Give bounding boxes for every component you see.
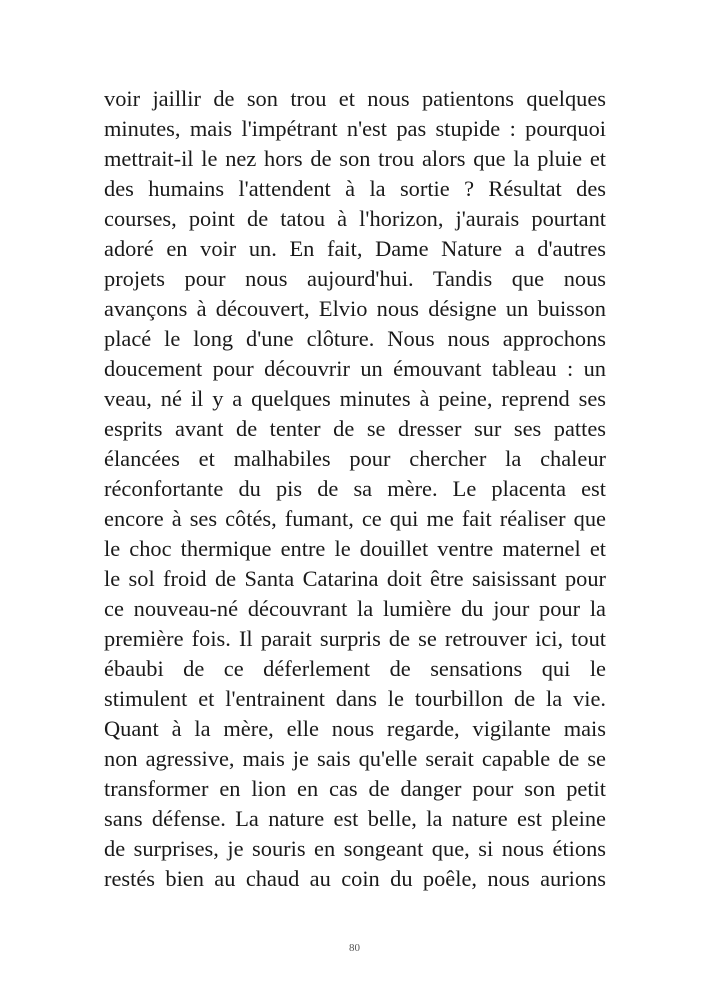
text-line: minutes, mais l'impétrant n'est pas stupide : pourquoi	[104, 116, 606, 141]
page-number: 80	[349, 942, 360, 954]
text-line: le sol froid de Santa Catarina doit être saisissant pour	[104, 566, 606, 591]
text-line: adoré en voir un. En fait, Dame Nature a d'autres	[104, 236, 606, 261]
text-line: placé le long d'une clôture. Nous nous approchons	[104, 326, 606, 351]
text-line: réconfortante du pis de sa mère. Le placenta est	[104, 476, 606, 501]
text-line: le choc thermique entre le douillet ventre maternel et	[104, 536, 606, 561]
text-line: avançons à découvert, Elvio nous désigne un buisson	[104, 296, 606, 321]
text-line: Quant à la mère, elle nous regarde, vigilante mais	[104, 716, 606, 741]
text-line: ébaubi de ce déferlement de sensations qui le	[104, 656, 606, 681]
text-line: sans défense. La nature est belle, la nature est pleine	[104, 806, 606, 831]
text-line: encore à ses côtés, fumant, ce qui me fait réaliser que	[104, 506, 606, 531]
text-line: des humains l'attendent à la sortie ? Résultat des	[104, 176, 606, 201]
text-line: courses, point de tatou à l'horizon, j'aurais pourtant	[104, 206, 606, 231]
text-line: veau, né il y a quelques minutes à peine, reprend ses	[104, 386, 606, 411]
text-line: de surprises, je souris en songeant que, si nous étions	[104, 836, 606, 861]
text-line: première fois. Il parait surpris de se retrouver ici, tout	[104, 626, 606, 651]
body-text	[104, 84, 606, 894]
text-line: élancées et malhabiles pour chercher la chaleur	[104, 446, 606, 471]
text-line: stimulent et l'entrainent dans le tourbillon de la vie.	[104, 686, 606, 711]
text-line: restés bien au chaud au coin du poêle, nous aurions	[104, 866, 606, 891]
text-line: voir jaillir de son trou et nous patientons quelques	[104, 86, 606, 111]
text-line: mettrait-il le nez hors de son trou alors que la pluie et	[104, 146, 606, 171]
text-line: projets pour nous aujourd'hui. Tandis que nous	[104, 266, 606, 291]
text-line: doucement pour découvrir un émouvant tableau : un	[104, 356, 606, 381]
text-line: esprits avant de tenter de se dresser sur ses pattes	[104, 416, 606, 441]
text-line: non agressive, mais je sais qu'elle serait capable de se	[104, 746, 606, 771]
text-line: transformer en lion en cas de danger pour son petit	[104, 776, 606, 801]
text-line: ce nouveau-né découvrant la lumière du jour pour la	[104, 596, 606, 621]
